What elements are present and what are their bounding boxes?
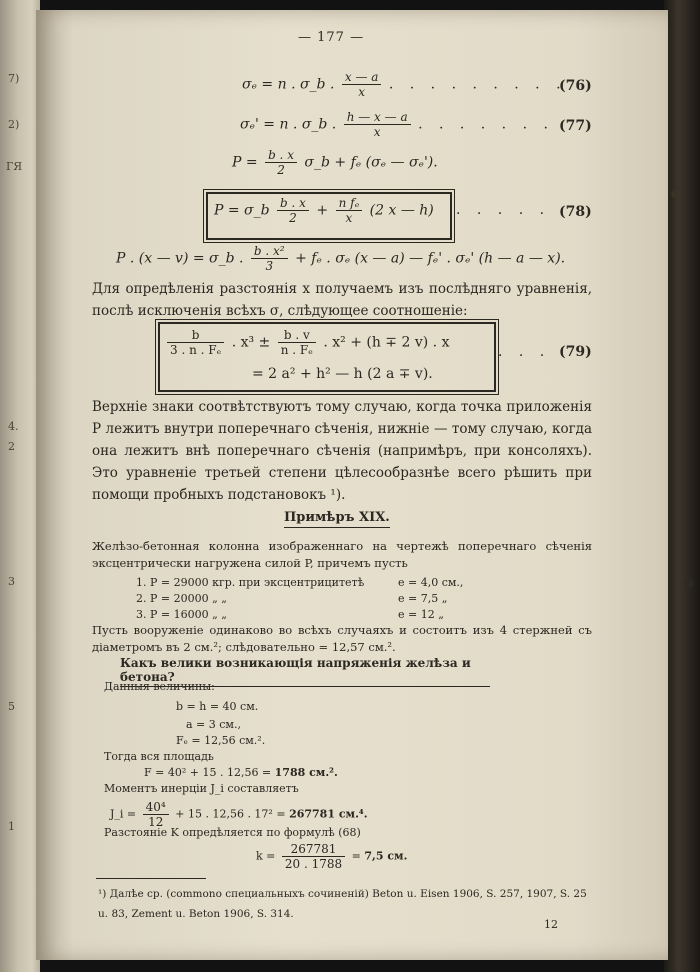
left-page-mark: 4.	[8, 420, 19, 433]
plus-sign: +	[316, 202, 329, 219]
equation-76: σₑ = n . σ_b . $\frac{x — a}{x}$ . . . . . . . . .	[242, 70, 567, 99]
signature-mark: 12	[544, 918, 558, 931]
equation-lhs: σₑ' = n . σ_b .	[240, 116, 337, 133]
left-page-mark: 5	[8, 700, 15, 713]
fraction	[342, 70, 382, 99]
area-formula	[144, 766, 338, 779]
fraction	[143, 800, 169, 829]
left-page-mark: 2)	[8, 118, 20, 131]
denominator: 12	[148, 815, 164, 829]
denominator: x	[373, 125, 381, 139]
book-binding	[664, 0, 700, 972]
equation-number-77: (77)	[559, 118, 592, 134]
distance-result: 7,5 см.	[364, 849, 408, 863]
fraction	[277, 196, 309, 225]
denominator: 2	[289, 211, 297, 225]
paragraph-signs-explanation: Верхніе знаки соотвѣтствуютъ тому случаю, когда точка приложенія P лежитъ внутри поперечнаго сѣченія, нижніе — тому случаю, когда она лежитъ внѣ поперечнаго сѣченія (напримѣръ, при консоляхъ). Это уравненіе третьей степени цѣлесообразнѣе всего рѣшить при помощи пробныхъ подстановокъ ¹).	[92, 399, 592, 503]
area-intro: Тогда вся площадь	[104, 750, 214, 763]
equation-number-79: (79)	[559, 344, 592, 360]
equation-78	[214, 196, 434, 225]
equation-lhs: P . (x — v) = σ_b .	[116, 250, 244, 267]
fraction	[344, 110, 411, 139]
left-page-mark: ГЯ	[6, 160, 23, 173]
denominator: x	[345, 211, 353, 225]
numerator: b . v	[278, 328, 316, 343]
inertia-intro: Моментъ инерціи J_i составляетъ	[104, 782, 299, 795]
inertia-lhs: J_i =	[110, 807, 137, 821]
equation-lhs: P = σ_b	[214, 202, 270, 219]
left-page-mark: 1	[8, 820, 15, 833]
inertia-formula	[110, 800, 368, 829]
fraction	[282, 842, 345, 871]
fraction	[336, 196, 363, 225]
adjacent-left-page	[0, 0, 40, 972]
left-page-mark: 7)	[8, 72, 20, 85]
numerator: b	[167, 328, 224, 343]
denominator: 20 . 1788	[284, 857, 343, 871]
equation-number-76: (76)	[559, 78, 592, 94]
case-1-eccentricity: e = 4,0 см.,	[398, 576, 464, 589]
equation-lhs: P =	[232, 154, 258, 171]
book-page: — 177 — σₑ = n . σ_b . $\frac{x — a}{x}$ . . . . . . . . . (76) σₑ' = n . σ_b . $\frac{h — x — a}{x}$ . . . . . . . (77) P = $\frac{b . x}{2}$ σ_b + fₑ (σₑ — σₑ'). P = σ_b $\frac{b . x}{2}$ + $\frac{\text{n fₑ}}{x}$ (2 x — h) . . . . . (78) P . (x — v) = σ_b . $\frac{\text{b . x²}}{3}$ + fₑ . σₑ (x — a) — fₑ' . σₑ' (h — a — x). Для опредѣленія разстоянія x получаемъ изъ послѣдняго уравненія, послѣ исключенія всѣхъ σ, слѣдующее соотношеніе: $\frac{b}{\text{3 . n . Fₑ}}$ . x³ ± $\frac{b . v}{\text{n . Fₑ}}$ . x² + (h ∓ 2 v) . x = 2 a² + h² — h (2 a ∓ v). . . . (79) Верхніе знаки соотвѣтствуютъ тому случаю, когда точка приложенія P лежитъ внутри поперечнаго сѣченія, нижніе — тому случаю, когда она лежитъ внѣ поперечнаго сѣченія (напримѣръ, при консоляхъ). Это уравненіе третьей степени цѣлесообразнѣе всего рѣшить при помощи пробныхъ подстановокъ ¹). Примѣръ XIX. Желѣзо-бетонная колонна изображеннаго на чертежѣ поперечнаго сѣченія эксцентрически нагружена силой P, причемъ пусть 1. P = 29000 кгр. при эксцентрицитетѣ e = 4,0 см., 2. P = 20000 „ „ e = 7,5 „ 3. P = 16000 „ „ e = 12 „ Пусть вооруженіе одинаково во всѣхъ случаяхъ и состоитъ изъ 4 стержней съ діаметромъ въ 2 см.²; слѣдовательно = 12,57 см.². Какъ велики возникающія напряженія желѣза и бетона? Данныя величины: b = h = 40 см. a = 3 см., Fₑ = 12,56 см.². Тогда вся площадь F = 40² + 15 . 12,56 = 1788 см.². Моментъ инерціи J_i составляетъ J_i = $\frac{\text{40⁴}}{12}$ + 15 . 12,56 . 17² = 267781 см.⁴. Разстояніе K опредѣляется по формулѣ (68) k = $\frac{267781}{20 . 1788}$ = 7,5 см. ¹) Далѣе ср. (commono специальныхъ сочиненій) Beton u. Eisen 1906, S. 257, 1907, S. 25 u. 83, Zement u. Beton 1906, S. 314. 12	[36, 10, 668, 960]
given-value: b = h = 40 см.	[176, 700, 259, 713]
paragraph-distance-intro: Для опредѣленія разстоянія x получаемъ изъ послѣдняго уравненія, послѣ исключенія всѣхъ σ, слѣдующее соотношеніе:	[92, 281, 592, 319]
equation-term: . x² + (h ∓ 2 v) . x	[323, 334, 450, 351]
inertia-expression: + 15 . 12,56 . 17² =	[175, 807, 286, 821]
equation-79-line2: = 2 a² + h² — h (2 a ∓ v).	[252, 366, 433, 382]
given-value: Fₑ = 12,56 см.².	[176, 734, 266, 747]
question-heading: Какъ велики возникающія напряженія желѣза и бетона?	[120, 656, 490, 687]
denominator: x	[358, 85, 366, 99]
numerator: 40⁴	[143, 800, 169, 815]
equation-term: . x³ ±	[231, 334, 271, 351]
example-intro: Желѣзо-бетонная колонна изображеннаго на чертежѣ поперечнаго сѣченія эксцентрически нагружена силой P, причемъ пусть	[92, 539, 592, 570]
numerator: 267781	[282, 842, 345, 857]
equation-rhs: + fₑ . σₑ (x — a) — fₑ' . σₑ' (h — a — x).	[295, 250, 566, 267]
equation-79-line1	[164, 328, 449, 357]
area-result: 1788 см.².	[274, 766, 338, 779]
fraction	[265, 148, 297, 177]
given-values-label: Данныя величины:	[104, 680, 215, 693]
example-heading: Примѣръ XIX.	[284, 510, 390, 528]
equation-77: σₑ' = n . σ_b . $\frac{h — x — a}{x}$ . . . . . . .	[240, 110, 554, 139]
equals-sign: =	[351, 849, 361, 863]
numerator: b . x	[265, 148, 297, 163]
denominator: n . Fₑ	[280, 343, 313, 357]
distance-formula	[256, 842, 407, 871]
equation-lhs: σₑ = n . σ_b .	[242, 76, 335, 93]
equation-moment	[116, 244, 565, 273]
denominator: 2	[277, 163, 285, 177]
equation-rhs: σ_b + fₑ (σₑ — σₑ').	[304, 154, 438, 171]
given-value: a = 3 см.,	[186, 718, 241, 731]
case-3-force: 3. P = 16000 „ „	[136, 608, 227, 621]
fraction	[278, 328, 316, 357]
denominator: 3 . n . Fₑ	[170, 343, 222, 357]
case-1-force: 1. P = 29000 кгр. при эксцентрицитетѣ	[136, 576, 365, 589]
left-page-mark: 2	[8, 440, 15, 453]
numerator: x — a	[342, 70, 382, 85]
inertia-result: 267781 см.⁴.	[289, 807, 368, 821]
numerator: b . x	[277, 196, 309, 211]
case-2-eccentricity: e = 7,5 „	[398, 592, 448, 605]
equation-force	[232, 148, 438, 177]
denominator: 3	[265, 259, 274, 273]
footnote-rule	[96, 878, 206, 879]
fraction	[167, 328, 224, 357]
equation-number-78: (78)	[559, 204, 592, 220]
left-page-mark: 3	[8, 575, 15, 588]
page-number: — 177 —	[298, 30, 365, 45]
case-3-eccentricity: e = 12 „	[398, 608, 444, 621]
numerator: h — x — a	[344, 110, 411, 125]
reinforcement-text: Пусть вооруженіе одинаково во всѣхъ случаяхъ и состоитъ изъ 4 стержней съ діаметромъ въ 2 см.²; слѣдовательно = 12,57 см.².	[92, 623, 592, 654]
footnote: ¹) Далѣе ср. (commono специальныхъ сочиненій) Beton u. Eisen 1906, S. 257, 1907, S. 25 u. 83, Zement u. Beton 1906, S. 314.	[98, 888, 587, 920]
fraction	[251, 244, 288, 273]
equation-rhs: (2 x — h)	[369, 202, 434, 219]
distance-lhs: k =	[256, 849, 276, 863]
case-2-force: 2. P = 20000 „ „	[136, 592, 227, 605]
numerator: n fₑ	[336, 196, 363, 211]
area-expression: F = 40² + 15 . 12,56 =	[144, 766, 272, 779]
distance-intro: Разстояніе K опредѣляется по формулѣ (68)	[104, 826, 361, 839]
numerator: b . x²	[251, 244, 288, 259]
